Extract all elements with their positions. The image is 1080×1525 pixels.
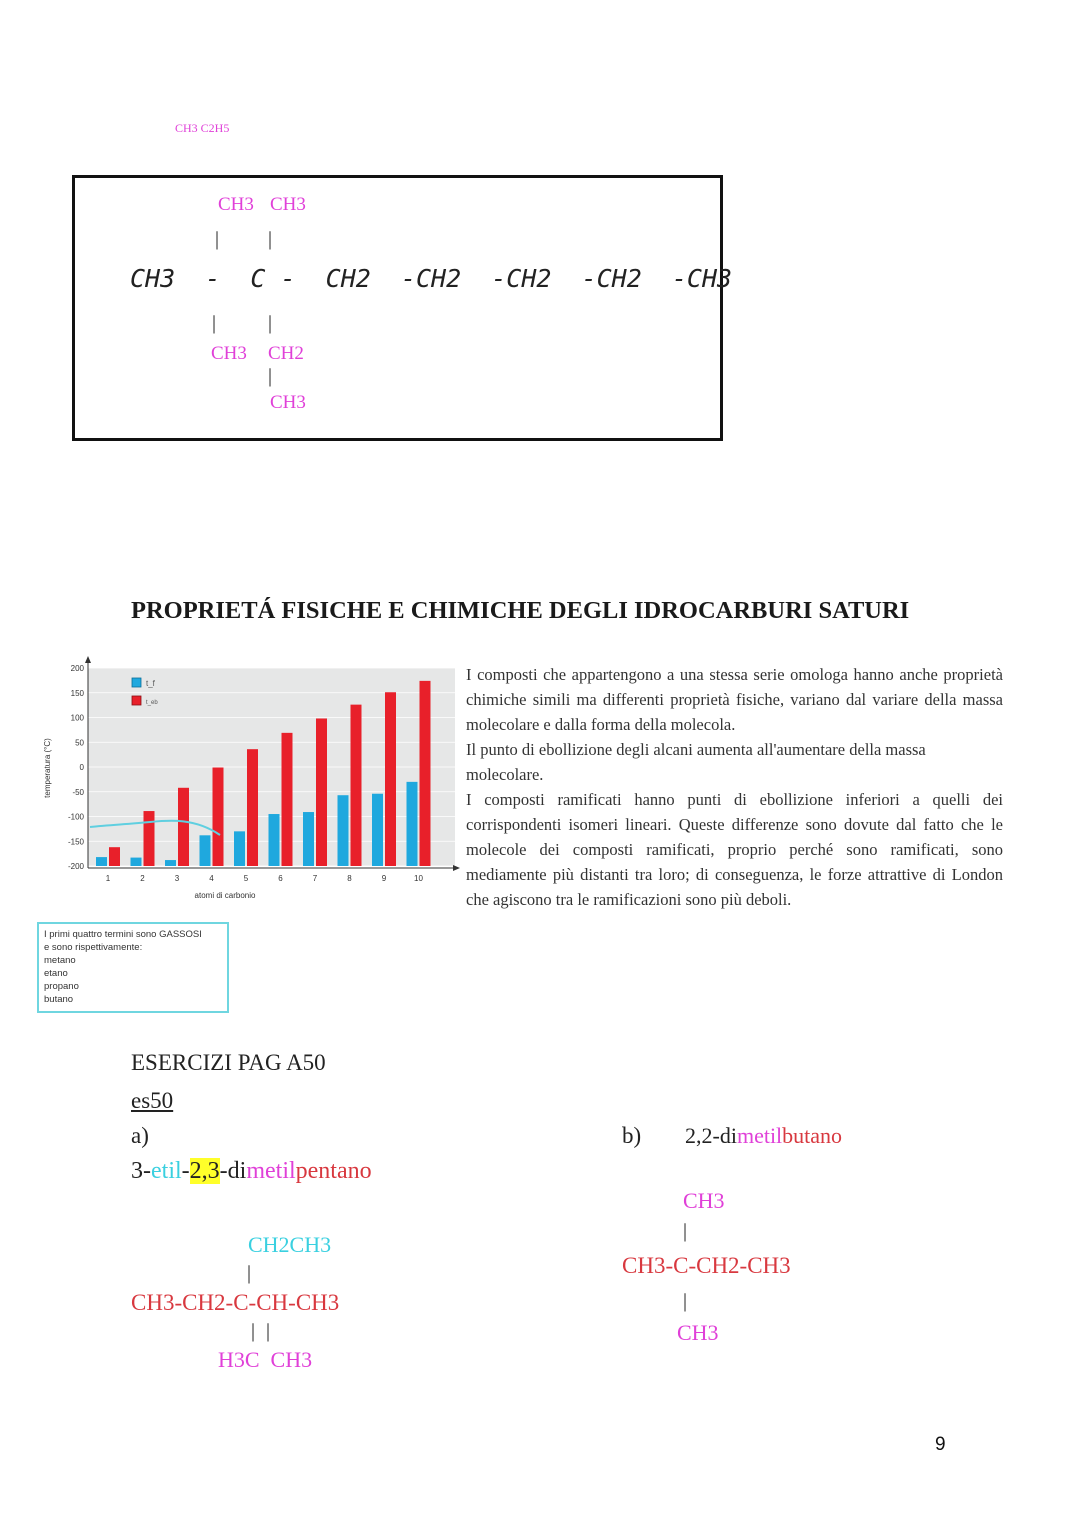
x-tick-label: 10 [414,874,423,883]
paragraph-1: I composti che appartengono a una stessa serie omologa hanno anche proprietà chimiche simili ma differenti proprietà fisiche, variano dal variare della massa molecolare e dalla forma della molecola. [466,665,1003,734]
y-axis-label: temperatura (°C) [43,738,52,798]
exercises-title: ESERCIZI PAG A50 [131,1050,326,1075]
a-bottom-substituents: H3C CH3 [218,1347,313,1372]
box-bond-1: | [215,228,220,250]
name-part-highlighted: 2,3 [189,1158,220,1184]
bar-t_eb-5 [247,749,258,866]
note-item: etano [44,968,68,979]
paragraph-2: Il punto di ebollizione degli alcani aumenta all'aumentare della massa molecolare. [466,740,926,784]
bar-t_f-7 [303,812,314,866]
y-tick-label: -100 [67,812,84,822]
x-axis-label: atomi di carbonio [194,891,256,900]
bar-t_eb-2 [144,811,155,866]
legend-label-tf: t_f [146,679,155,688]
bar-t_eb-7 [316,718,327,866]
name-part-metil: metil [246,1158,296,1184]
bar-t_f-5 [234,831,245,866]
bar-t_f-6 [269,814,280,866]
x-axis-arrow [453,865,460,871]
structure-box [72,175,723,441]
y-tick-label: 0 [79,763,84,772]
y-tick-label: 200 [70,664,84,673]
a-main-chain: CH3-CH2-C-CH-CH3 [131,1290,340,1315]
x-tick-label: 4 [209,874,214,883]
box-bond-2: | [268,228,273,250]
b-top-substituent: CH3 [683,1188,725,1213]
y-tick-label: 50 [75,738,84,748]
x-tick-label: 6 [278,874,283,883]
bar-t_f-4 [200,835,211,866]
a-bond-top: | [247,1262,252,1284]
x-tick-label: 7 [312,874,318,883]
note-item: propano [44,981,79,992]
b-bottom-substituent: CH3 [677,1320,719,1345]
name-part-butano: butano [782,1123,843,1148]
y-tick-label: 100 [70,713,84,723]
top-formula-label: CH3 C2H5 [175,121,230,135]
bar-t_f-1 [96,857,107,866]
name-part-metil: metil [736,1123,783,1148]
b-bond-bottom: | [683,1290,688,1312]
name-part: -di [219,1158,247,1184]
properties-paragraph [466,662,1003,912]
exercise-number: es50 [131,1088,174,1113]
box-bond-5: | [268,365,273,387]
box-bottom-substituent-1: CH3 [211,343,247,364]
b-main-chain: CH3-C-CH2-CH3 [622,1253,791,1278]
bar-t_f-2 [131,858,142,866]
bar-t_eb-1 [109,847,120,866]
bar-t_f-10 [407,782,418,866]
bar-t_eb-9 [385,692,396,866]
name-part-etil: etil [151,1158,182,1184]
name-part: 3- [131,1158,151,1184]
box-bottom-substituent-3: CH3 [270,392,306,413]
box-bond-3: | [212,312,217,334]
exercise-a-label: a) [131,1123,149,1148]
bar-t_eb-4 [213,767,224,866]
name-part: 2,2-di [685,1123,737,1148]
a-bonds-bottom: | | [251,1320,274,1342]
x-tick-label: 1 [105,874,111,883]
legend-swatch-teb [132,696,141,705]
y-tick-label: -150 [67,837,84,847]
gaseous-note-box [37,922,229,1013]
exercise-b-name [685,1123,842,1149]
legend-label-teb: t_eb [146,700,158,706]
note-item: metano [44,955,76,966]
b-bond-top: | [683,1220,688,1242]
box-main-chain: CH3 - C - CH2 -CH2 -CH2 -CH2 -CH3 [130,264,733,293]
bar-t_f-3 [165,860,176,866]
note-line-1: I primi quattro termini sono GASSOSI [44,929,202,940]
y-tick-label: -200 [67,862,84,871]
x-tick-label: 5 [243,874,249,883]
box-top-substituent-1: CH3 [218,194,254,215]
note-item: butano [44,994,74,1005]
bar-t_f-9 [372,794,383,866]
page-number: 9 [935,1434,946,1455]
bar-t_eb-8 [351,705,362,866]
bar-t_eb-3 [178,788,189,866]
boiling-point-chart [20,650,460,910]
section-heading: PROPRIETÁ FISICHE E CHIMICHE DEGLI IDROCARBURI SATURI [131,597,910,624]
exercise-a-name [131,1158,372,1185]
name-part: - [181,1158,190,1184]
paragraph-3: I composti ramificati hanno punti di ebollizione inferiori a quelli dei corrispondenti isomeri lineari. Queste differenze sono dovute dal fatto che le molecole dei composti ramificati, proprio perché sono ramificati, sono mediamente più distanti tra loro; di conseguenza, le forze attrattive di London che agiscono tra le ramificazioni sono più deboli. [466,790,1003,909]
x-tick-label: 9 [381,874,387,883]
name-part-pentano: pentano [295,1158,372,1184]
x-tick-label: 8 [347,874,352,883]
bar-t_f-8 [338,795,349,866]
bar-t_eb-6 [282,733,293,866]
bar-t_eb-10 [420,681,431,866]
y-tick-label: -50 [72,787,84,797]
y-axis-arrow [85,656,91,663]
legend-swatch-tf [132,678,141,687]
y-tick-label: 150 [70,688,84,698]
box-top-substituent-2: CH3 [270,194,306,215]
x-tick-label: 2 [140,874,145,883]
x-tick-label: 3 [174,874,180,883]
a-top-substituent: CH2CH3 [248,1232,332,1257]
box-bond-4: | [268,312,273,334]
note-line-2: e sono rispettivamente: [44,942,143,953]
box-bottom-substituent-2: CH2 [268,343,304,364]
exercise-b-label: b) [622,1123,642,1148]
